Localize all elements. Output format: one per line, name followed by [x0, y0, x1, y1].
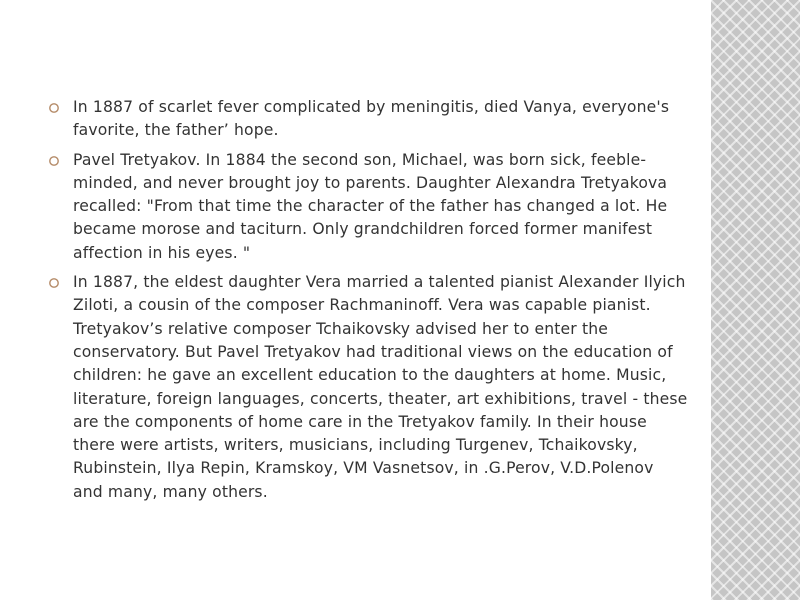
- bullet-text-3: In 1887, the eldest daughter Vera married a talented pianist Alexander Ilyich Ziloti, a cousin of the composer Rachmaninoff. Vera was capable pianist. Tretyakov’s relative composer Tchaikovsky advised her to enter the conservatory. But Pavel Tretyakov had traditional views on the education of children: he gave an excellent education to the daughters at home. Music, literature, foreign languages, concerts, theater, art exhibitions, travel - these are the components of home care in the Tretyakov family. In their house there were artists, writers, musicians, including Turgenev, Tchaikovsky, Rubinstein, Ilya Repin, Kramskoy, VM Vasnetsov, in .G.Perov, V.D.Polenov and many, many others.: [73, 273, 688, 501]
- decorative-side-panel: [711, 0, 800, 600]
- circle-ring-bullet-icon: [48, 277, 60, 289]
- bullet-text-2: Pavel Tretyakov. In 1884 the second son, Michael, was born sick, feeble-minded, and never brought joy to parents. Daughter Alexandra Tretyakova recalled: "From that time the character of the father has changed a lot. He became morose and taciturn. Only grandchildren forced former manifest affection in his eyes. ": [73, 150, 668, 262]
- circle-ring-bullet-icon: [48, 155, 60, 167]
- bullet-list: [48, 96, 688, 510]
- bullet-item-2: [48, 149, 688, 265]
- bullet-item-3: [48, 271, 688, 504]
- bullet-item-1: [48, 96, 688, 143]
- circle-ring-bullet-icon: [48, 102, 60, 114]
- bullet-text-1: In 1887 of scarlet fever complicated by meningitis, died Vanya, everyone's favorite, the father’ hope.: [73, 98, 670, 140]
